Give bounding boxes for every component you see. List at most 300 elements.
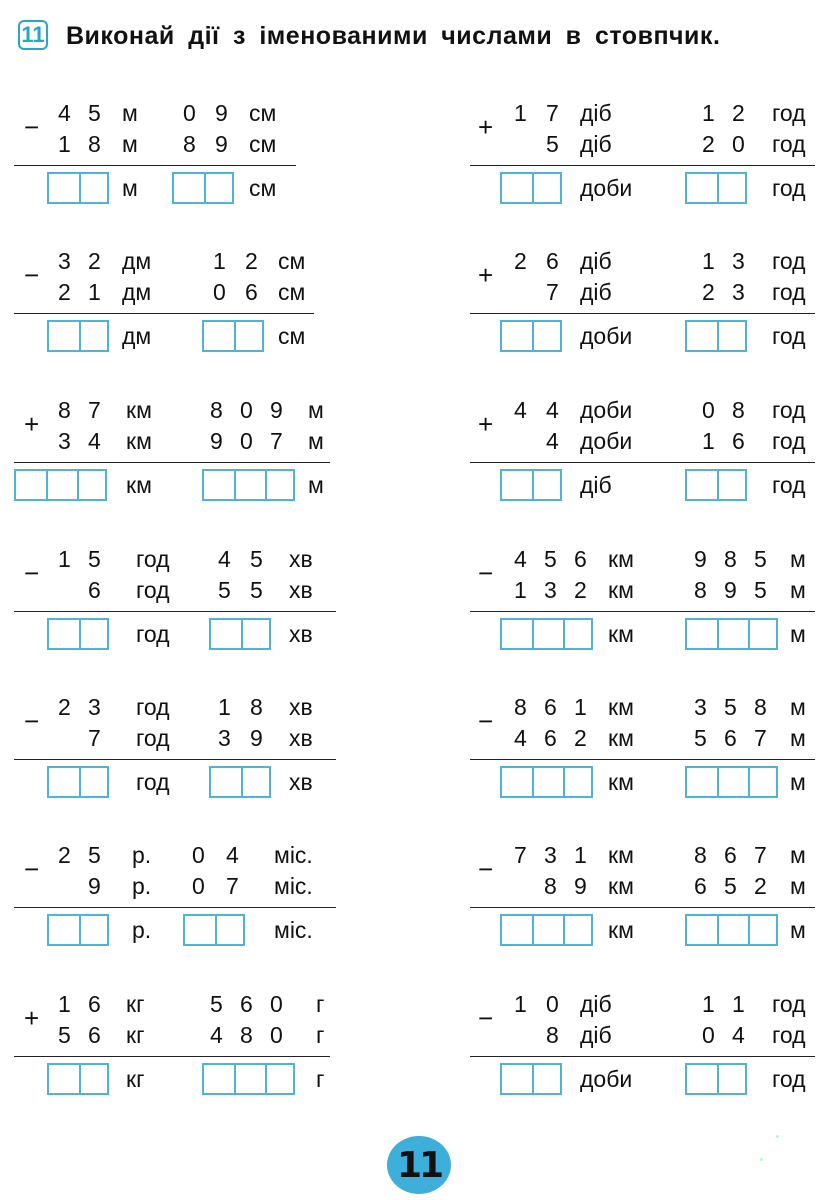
operation-sign: − <box>24 558 40 588</box>
answer-box[interactable] <box>172 172 234 204</box>
digit-cell: хв <box>289 694 313 720</box>
digit-cell: 8 <box>240 1022 253 1048</box>
digit-cell: 5 <box>210 991 223 1017</box>
digit-cell: м <box>790 873 806 899</box>
digit-cell: 1 <box>213 248 226 274</box>
answer-cell-divider <box>717 174 719 202</box>
sum-line <box>470 907 815 908</box>
sum-line <box>470 165 815 166</box>
answer-unit: км <box>608 917 634 943</box>
digit-cell: діб <box>580 279 612 305</box>
digit-cell: 1 <box>702 248 715 274</box>
digit-cell: м <box>790 577 806 603</box>
answer-unit: кг <box>126 1066 145 1092</box>
digit-cell: кг <box>126 1022 145 1048</box>
answer-cell-divider <box>717 322 719 350</box>
digit-cell: діб <box>580 248 612 274</box>
digit-cell: 2 <box>732 100 745 126</box>
answer-unit: г <box>316 1066 325 1092</box>
digit-cell: 4 <box>218 546 231 572</box>
digit-cell: 4 <box>88 428 101 454</box>
digit-cell: год <box>772 131 806 157</box>
answer-unit: міс. <box>274 917 313 943</box>
digit-cell: 6 <box>544 694 557 720</box>
digit-cell: 3 <box>732 279 745 305</box>
digit-cell: хв <box>289 577 313 603</box>
digit-cell: год <box>772 397 806 423</box>
digit-cell: 0 <box>192 873 205 899</box>
answer-box[interactable] <box>500 766 593 798</box>
digit-cell: 1 <box>88 279 101 305</box>
digit-cell: 5 <box>218 577 231 603</box>
digit-cell: дм <box>122 248 152 274</box>
operation-sign: − <box>24 260 40 290</box>
answer-cell-divider <box>234 322 236 350</box>
digit-cell: 1 <box>702 991 715 1017</box>
digit-cell: 6 <box>732 428 745 454</box>
digit-cell: 0 <box>732 131 745 157</box>
digit-cell: м <box>790 842 806 868</box>
digit-cell: 6 <box>546 248 559 274</box>
sum-line <box>470 462 815 463</box>
digit-cell: год <box>772 991 806 1017</box>
digit-cell: см <box>249 100 277 126</box>
answer-box[interactable] <box>47 914 109 946</box>
digit-cell: 4 <box>210 1022 223 1048</box>
speck <box>776 1135 779 1138</box>
answer-unit: дм <box>122 323 152 349</box>
answer-unit: км <box>608 621 634 647</box>
digit-cell: 0 <box>270 991 283 1017</box>
digit-cell: 2 <box>88 248 101 274</box>
answer-box[interactable] <box>209 766 271 798</box>
digit-cell: км <box>126 397 152 423</box>
answer-box[interactable] <box>500 320 562 352</box>
digit-cell: 8 <box>694 842 707 868</box>
digit-cell: 4 <box>226 842 239 868</box>
digit-cell: год <box>772 248 806 274</box>
digit-cell: 2 <box>58 694 71 720</box>
answer-box[interactable] <box>47 172 109 204</box>
digit-cell: м <box>122 131 138 157</box>
sum-line <box>14 759 336 760</box>
digit-cell: 2 <box>58 279 71 305</box>
answer-unit: см <box>278 323 306 349</box>
answer-cell-divider <box>717 1065 719 1093</box>
answer-unit: хв <box>289 621 313 647</box>
answer-cell-divider <box>748 916 750 944</box>
sum-line <box>14 611 336 612</box>
digit-cell: 1 <box>702 100 715 126</box>
digit-cell: 5 <box>754 546 767 572</box>
digit-cell: м <box>308 428 324 454</box>
answer-cell-divider <box>717 471 719 499</box>
answer-cell-divider <box>265 471 267 499</box>
answer-cell-divider <box>79 916 81 944</box>
digit-cell: 4 <box>546 428 559 454</box>
digit-cell: 3 <box>88 694 101 720</box>
answer-cell-divider <box>748 620 750 648</box>
digit-cell: 9 <box>215 100 228 126</box>
answer-cell-divider <box>46 471 48 499</box>
digit-cell: 5 <box>544 546 557 572</box>
answer-cell-divider <box>532 322 534 350</box>
answer-unit: м <box>790 621 806 647</box>
digit-cell: км <box>608 725 634 751</box>
answer-unit: год <box>772 1066 806 1092</box>
digit-cell: 7 <box>754 842 767 868</box>
digit-cell: 8 <box>724 546 737 572</box>
digit-cell: 1 <box>58 131 71 157</box>
digit-cell: 5 <box>546 131 559 157</box>
digit-cell: 2 <box>245 248 258 274</box>
digit-cell: 4 <box>514 397 527 423</box>
sum-line <box>470 611 815 612</box>
digit-cell: 9 <box>574 873 587 899</box>
answer-unit: год <box>136 621 170 647</box>
digit-cell: год <box>136 725 170 751</box>
digit-cell: год <box>772 1022 806 1048</box>
digit-cell: діб <box>580 991 612 1017</box>
digit-cell: 5 <box>724 694 737 720</box>
digit-cell: 7 <box>270 428 283 454</box>
operation-sign: + <box>478 409 494 439</box>
answer-box[interactable] <box>685 172 747 204</box>
digit-cell: 5 <box>754 577 767 603</box>
answer-cell-divider <box>215 916 217 944</box>
digit-cell: 4 <box>732 1022 745 1048</box>
digit-cell: 1 <box>574 694 587 720</box>
operation-sign: − <box>24 112 40 142</box>
answer-cell-divider <box>204 174 206 202</box>
answer-cell-divider <box>79 768 81 796</box>
answer-box[interactable] <box>500 618 593 650</box>
answer-unit: м <box>790 917 806 943</box>
digit-cell: 9 <box>215 131 228 157</box>
sum-line <box>14 1056 330 1057</box>
answer-box[interactable] <box>202 469 295 501</box>
digit-cell: 8 <box>694 577 707 603</box>
answer-cell-divider <box>748 768 750 796</box>
digit-cell: 9 <box>250 725 263 751</box>
digit-cell: 0 <box>270 1022 283 1048</box>
digit-cell: 3 <box>58 428 71 454</box>
digit-cell: 9 <box>724 577 737 603</box>
answer-cell-divider <box>532 1065 534 1093</box>
operation-sign: + <box>478 112 494 142</box>
digit-cell: 0 <box>546 991 559 1017</box>
digit-cell: діб <box>580 100 612 126</box>
answer-unit: хв <box>289 769 313 795</box>
digit-cell: 4 <box>514 546 527 572</box>
answer-cell-divider <box>563 916 565 944</box>
answer-cell-divider <box>563 768 565 796</box>
digit-cell: 5 <box>58 1022 71 1048</box>
digit-cell: 6 <box>724 842 737 868</box>
digit-cell: дм <box>122 279 152 305</box>
answer-cell-divider <box>532 620 534 648</box>
digit-cell: 1 <box>732 991 745 1017</box>
answer-unit: доби <box>580 323 633 349</box>
answer-cell-divider <box>234 471 236 499</box>
answer-unit: год <box>772 472 806 498</box>
answer-cell-divider <box>241 768 243 796</box>
digit-cell: см <box>278 248 306 274</box>
answer-box[interactable] <box>14 469 107 501</box>
digit-cell: 8 <box>58 397 71 423</box>
digit-cell: 6 <box>544 725 557 751</box>
digit-cell: 6 <box>240 991 253 1017</box>
digit-cell: 7 <box>514 842 527 868</box>
digit-cell: 5 <box>724 873 737 899</box>
answer-box[interactable] <box>500 1063 562 1095</box>
digit-cell: доби <box>580 397 633 423</box>
digit-cell: 6 <box>88 1022 101 1048</box>
digit-cell: 3 <box>694 694 707 720</box>
digit-cell: 7 <box>88 397 101 423</box>
digit-cell: 6 <box>88 577 101 603</box>
digit-cell: см <box>278 279 306 305</box>
digit-cell: 6 <box>574 546 587 572</box>
task-number-badge: 11 <box>18 20 48 50</box>
digit-cell: 5 <box>88 842 101 868</box>
digit-cell: кг <box>126 991 145 1017</box>
task-instruction: Виконай дії з іменованими числами в стовпчик. <box>66 22 721 50</box>
answer-cell-divider <box>79 174 81 202</box>
answer-box[interactable] <box>685 766 778 798</box>
digit-cell: 8 <box>514 694 527 720</box>
digit-cell: км <box>126 428 152 454</box>
answer-unit: доби <box>580 1066 633 1092</box>
answer-unit: км <box>608 769 634 795</box>
digit-cell: год <box>136 577 170 603</box>
digit-cell: км <box>608 546 634 572</box>
digit-cell: 3 <box>218 725 231 751</box>
answer-cell-divider <box>563 620 565 648</box>
answer-cell-divider <box>532 916 534 944</box>
digit-cell: км <box>608 577 634 603</box>
answer-box[interactable] <box>183 914 245 946</box>
answer-unit: год <box>772 175 806 201</box>
digit-cell: міс. <box>274 873 313 899</box>
answer-box[interactable] <box>500 914 593 946</box>
operation-sign: − <box>478 1003 494 1033</box>
answer-box[interactable] <box>685 1063 747 1095</box>
digit-cell: 0 <box>702 397 715 423</box>
digit-cell: 5 <box>88 546 101 572</box>
digit-cell: см <box>249 131 277 157</box>
digit-cell: 4 <box>58 100 71 126</box>
digit-cell: 2 <box>702 279 715 305</box>
answer-cell-divider <box>717 620 719 648</box>
operation-sign: − <box>24 706 40 736</box>
digit-cell: 5 <box>250 577 263 603</box>
digit-cell: 0 <box>240 428 253 454</box>
digit-cell: 2 <box>58 842 71 868</box>
speck <box>760 1158 763 1161</box>
answer-cell-divider <box>532 471 534 499</box>
digit-cell: 2 <box>514 248 527 274</box>
digit-cell: 6 <box>694 873 707 899</box>
answer-box[interactable] <box>500 172 562 204</box>
answer-cell-divider <box>79 322 81 350</box>
digit-cell: 2 <box>574 577 587 603</box>
digit-cell: 1 <box>218 694 231 720</box>
digit-cell: 6 <box>245 279 258 305</box>
answer-cell-divider <box>265 1065 267 1093</box>
digit-cell: м <box>122 100 138 126</box>
digit-cell: хв <box>289 725 313 751</box>
sum-line <box>470 1056 815 1057</box>
digit-cell: р. <box>132 842 152 868</box>
answer-box[interactable] <box>47 618 109 650</box>
digit-cell: 1 <box>58 991 71 1017</box>
operation-sign: − <box>478 854 494 884</box>
digit-cell: 0 <box>183 100 196 126</box>
digit-cell: м <box>790 694 806 720</box>
answer-unit: км <box>126 472 152 498</box>
digit-cell: 2 <box>574 725 587 751</box>
digit-cell: 3 <box>732 248 745 274</box>
answer-unit: р. <box>132 917 152 943</box>
digit-cell: 9 <box>210 428 223 454</box>
digit-cell: 7 <box>754 725 767 751</box>
digit-cell: доби <box>580 428 633 454</box>
digit-cell: м <box>308 397 324 423</box>
answer-box[interactable] <box>500 469 562 501</box>
answer-unit: м <box>308 472 324 498</box>
page-number-badge <box>387 1136 451 1194</box>
answer-unit: м <box>122 175 138 201</box>
operation-sign: − <box>478 558 494 588</box>
digit-cell: м <box>790 546 806 572</box>
operation-sign: − <box>24 854 40 884</box>
digit-cell: г <box>316 991 325 1017</box>
digit-cell: 7 <box>546 279 559 305</box>
digit-cell: міс. <box>274 842 313 868</box>
digit-cell: 1 <box>702 428 715 454</box>
answer-cell-divider <box>532 768 534 796</box>
digit-cell: 5 <box>250 546 263 572</box>
digit-cell: м <box>790 725 806 751</box>
digit-cell: год <box>772 428 806 454</box>
digit-cell: 7 <box>226 873 239 899</box>
answer-cell-divider <box>234 1065 236 1093</box>
digit-cell: год <box>136 546 170 572</box>
digit-cell: 9 <box>270 397 283 423</box>
operation-sign: + <box>24 1003 40 1033</box>
answer-cell-divider <box>241 620 243 648</box>
digit-cell: діб <box>580 1022 612 1048</box>
answer-box[interactable] <box>47 1063 109 1095</box>
digit-cell: 8 <box>210 397 223 423</box>
sum-line <box>14 313 314 314</box>
sum-line <box>14 165 296 166</box>
digit-cell: 1 <box>514 991 527 1017</box>
answer-unit: діб <box>580 472 612 498</box>
digit-cell: хв <box>289 546 313 572</box>
digit-cell: 3 <box>544 577 557 603</box>
digit-cell: км <box>608 873 634 899</box>
digit-cell: км <box>608 842 634 868</box>
digit-cell: 1 <box>574 842 587 868</box>
digit-cell: 1 <box>514 577 527 603</box>
answer-box[interactable] <box>202 1063 295 1095</box>
digit-cell: 7 <box>88 725 101 751</box>
digit-cell: 0 <box>240 397 253 423</box>
digit-cell: 8 <box>732 397 745 423</box>
digit-cell: 0 <box>702 1022 715 1048</box>
answer-box[interactable] <box>685 618 778 650</box>
operation-sign: + <box>478 260 494 290</box>
digit-cell: 8 <box>546 1022 559 1048</box>
digit-cell: 2 <box>754 873 767 899</box>
answer-cell-divider <box>717 768 719 796</box>
digit-cell: год <box>136 694 170 720</box>
operation-sign: + <box>24 409 40 439</box>
answer-unit: м <box>790 769 806 795</box>
answer-box[interactable] <box>685 320 747 352</box>
answer-cell-divider <box>532 174 534 202</box>
answer-unit: см <box>249 175 277 201</box>
digit-cell: 5 <box>694 725 707 751</box>
answer-cell-divider <box>77 471 79 499</box>
answer-cell-divider <box>79 620 81 648</box>
sum-line <box>470 759 815 760</box>
digit-cell: 7 <box>546 100 559 126</box>
digit-cell: 8 <box>544 873 557 899</box>
answer-unit: год <box>772 323 806 349</box>
digit-cell: р. <box>132 873 152 899</box>
digit-cell: 0 <box>213 279 226 305</box>
answer-box[interactable] <box>209 618 271 650</box>
digit-cell: 8 <box>754 694 767 720</box>
digit-cell: год <box>772 100 806 126</box>
digit-cell: 8 <box>88 131 101 157</box>
digit-cell: 8 <box>250 694 263 720</box>
digit-cell: 6 <box>88 991 101 1017</box>
digit-cell: 3 <box>544 842 557 868</box>
answer-box[interactable] <box>685 469 747 501</box>
operation-sign: − <box>478 706 494 736</box>
digit-cell: 2 <box>702 131 715 157</box>
digit-cell: 3 <box>58 248 71 274</box>
digit-cell: 1 <box>58 546 71 572</box>
answer-unit: доби <box>580 175 633 201</box>
digit-cell: 1 <box>514 100 527 126</box>
digit-cell: год <box>772 279 806 305</box>
page-number: 11 <box>396 1144 442 1186</box>
sum-line <box>14 462 330 463</box>
digit-cell: 0 <box>192 842 205 868</box>
answer-cell-divider <box>79 1065 81 1093</box>
sum-line <box>14 907 336 908</box>
digit-cell: 4 <box>546 397 559 423</box>
digit-cell: 4 <box>514 725 527 751</box>
answer-cell-divider <box>717 916 719 944</box>
digit-cell: 5 <box>88 100 101 126</box>
answer-box[interactable] <box>685 914 778 946</box>
answer-box[interactable] <box>202 320 264 352</box>
digit-cell: г <box>316 1022 325 1048</box>
digit-cell: діб <box>580 131 612 157</box>
sum-line <box>470 313 815 314</box>
digit-cell: 8 <box>183 131 196 157</box>
digit-cell: 6 <box>724 725 737 751</box>
answer-box[interactable] <box>47 320 109 352</box>
answer-box[interactable] <box>47 766 109 798</box>
answer-unit: год <box>136 769 170 795</box>
